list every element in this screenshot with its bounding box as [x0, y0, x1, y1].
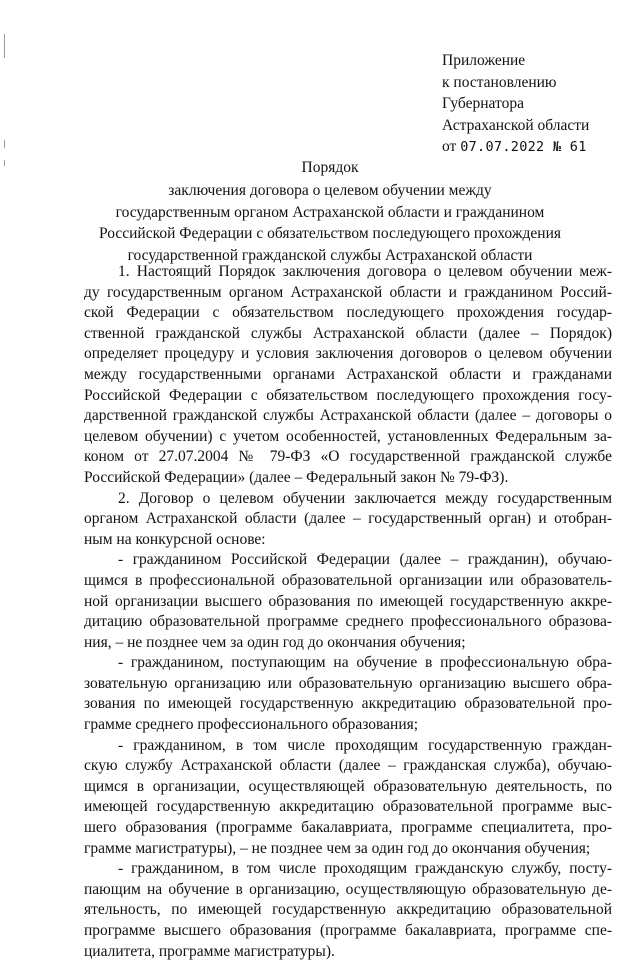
document-body: [84, 262, 612, 962]
body-line: целевом обучении) с учетом особенностей, установленных Федеральным за-: [84, 427, 612, 445]
appendix-date-line: [442, 136, 622, 159]
body-line: - гражданином, в том числе проходящим государственную граждан-: [118, 736, 612, 754]
body-line: ской Федерации с обязательством последующего прохождения государ-: [84, 304, 612, 322]
body-line: 2. Договор о целевом обучении заключается между государственным: [118, 489, 612, 507]
appendix-line: Астраханской области: [442, 116, 590, 134]
body-line: шего образования (программе бакалавриата, программе специалитета, про-: [84, 819, 612, 837]
body-line: ятельность, по имеющей государственную аккредитацию образовательной: [84, 901, 612, 919]
body-line: - гражданином Российской Федерации (далее – гражданин), обучаю-: [118, 551, 612, 569]
body-line: Российской Федерации» (далее – Федеральный закон № 79-ФЗ).: [84, 468, 509, 486]
appendix-line: Губернатора: [442, 95, 524, 113]
body-line: коном от 27.07.2004 № 79-ФЗ «О государственной гражданской службе: [84, 448, 612, 466]
body-line: грамме магистратуры), – не позднее чем за один год до окончания обучения;: [84, 839, 591, 857]
body-line: имеющей государственную аккредитацию образовательной программе выс-: [84, 798, 612, 816]
appendix-line: к постановлению: [442, 73, 557, 91]
body-line: ственной гражданской службы Астраханской области (далее – Порядок): [84, 324, 612, 342]
body-line: грамме среднего профессионального образования;: [84, 716, 419, 734]
date-prefix: от: [442, 138, 457, 156]
body-line: щимся в профессиональной образовательной организации или образователь-: [84, 571, 612, 589]
body-line: между государственными органами Астраханской области и гражданами: [84, 365, 612, 383]
body-line: Российской Федерации с обязательством последующего прохождения госу-: [84, 386, 612, 404]
scan-margin-mark: [4, 160, 5, 166]
body-line: дитацию образовательной программе среднего профессионального образова-: [84, 613, 612, 631]
body-line: щимся в организации, осуществляющей образовательную деятельность, по: [84, 777, 612, 795]
body-line: органом Астраханской области (далее – государственный орган) и отобран-: [84, 510, 612, 528]
appendix-header: [442, 50, 622, 159]
subtitle-line: Российской Федерации с обязательством последующего прохождения: [98, 225, 561, 243]
body-line: - гражданином, в том числе проходящим гражданскую службу, посту-: [118, 860, 612, 878]
scan-margin-mark: [4, 140, 5, 148]
body-line: ной организации высшего образования по имеющей государственную аккре-: [84, 592, 612, 610]
body-line: ным на конкурсной основе:: [84, 530, 266, 548]
body-line: циалитета, программе магистратуры).: [84, 942, 335, 960]
subtitle-line: государственной гражданской службы Астраханской области: [127, 246, 533, 264]
body-line: дарственной гражданской службы Астраханской области (далее – договоры о: [84, 407, 612, 425]
body-line: - гражданином, поступающим на обучение в профессиональную обра-: [118, 654, 612, 672]
appendix-line: Приложение: [442, 52, 526, 69]
body-line: 1. Настоящий Порядок заключения договора о целевом обучении меж-: [118, 263, 612, 280]
subtitle-line: заключения договора о целевом обучении между: [168, 182, 492, 199]
body-line: скую службу Астраханской области (далее – гражданская служба), обучаю-: [84, 757, 612, 775]
body-line: программе высшего образования (программе бакалавриата, программе спе-: [84, 922, 612, 939]
body-line: пающим на обучение в организацию, осуществляющую образовательную де-: [84, 880, 612, 898]
date-value: 07.07.2022 № 61: [460, 139, 587, 156]
subtitle-line: государственным органом Астраханской области и гражданином: [115, 203, 545, 221]
document-subtitle: [90, 180, 570, 266]
body-line: зовательную организацию или образовательную организацию высшего обра-: [84, 674, 612, 692]
body-line: ду государственным органом Астраханской области и гражданином Россий-: [84, 283, 612, 301]
body-line: зования по имеющей государственную аккредитацию образовательной про-: [84, 695, 612, 713]
scan-margin-mark: [4, 34, 5, 58]
body-line: определяет процедуру и условия заключения договоров о целевом обучении: [84, 345, 612, 363]
document-title: Порядок: [301, 159, 359, 176]
body-line: ния, – не позднее чем за один год до окончания обучения;: [84, 633, 466, 651]
